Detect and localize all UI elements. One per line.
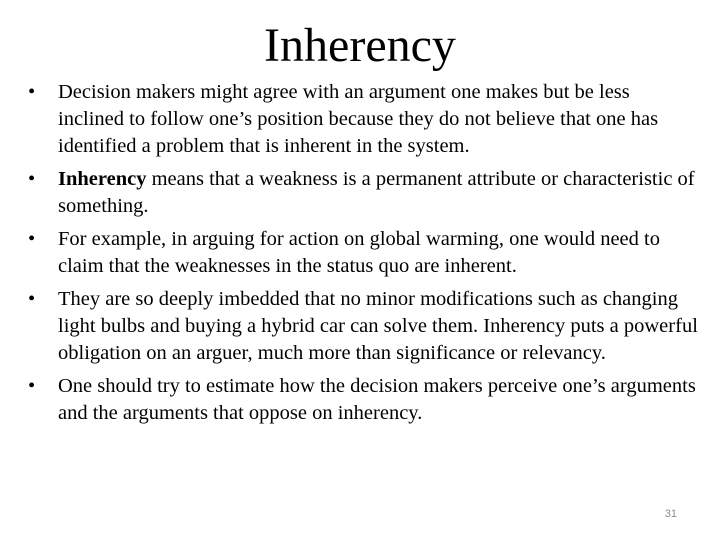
bullet-list [28, 79, 700, 433]
bullet-text: One should try to estimate how the decision makers perceive one’s arguments and the arguments that oppose on inherency. [58, 375, 696, 424]
bullet-text: For example, in arguing for action on global warming, one would need to claim that the weaknesses in the status quo are inherent. [58, 228, 660, 277]
bullet-item-1 [28, 79, 700, 160]
bullet-text: Decision makers might agree with an argument one makes but be less inclined to follow one’s position because they do not believe that one has identified a problem that is inherent in the system. [58, 81, 659, 157]
bullet-bold-text: Inherency [58, 168, 147, 190]
bullet-icon: • [28, 375, 36, 397]
bullet-icon: • [28, 81, 36, 103]
bullet-icon: • [28, 228, 36, 250]
bullet-icon: • [28, 288, 36, 310]
bullet-item-5 [28, 373, 700, 427]
bullet-icon: • [28, 168, 36, 190]
slide-number: 31 [664, 508, 677, 520]
slide-title: Inherency [264, 19, 456, 72]
bullet-text: They are so deeply imbedded that no minor modifications such as changing light bulbs and buying a hybrid car can solve them. Inherency puts a powerful obligation on an arguer, much more than significance or relevancy. [58, 288, 698, 364]
bullet-item-2 [28, 166, 700, 220]
bullet-text: means that a weakness is a permanent attribute or characteristic of something. [58, 168, 695, 217]
bullet-item-4 [28, 286, 700, 367]
bullet-item-3 [28, 226, 700, 280]
